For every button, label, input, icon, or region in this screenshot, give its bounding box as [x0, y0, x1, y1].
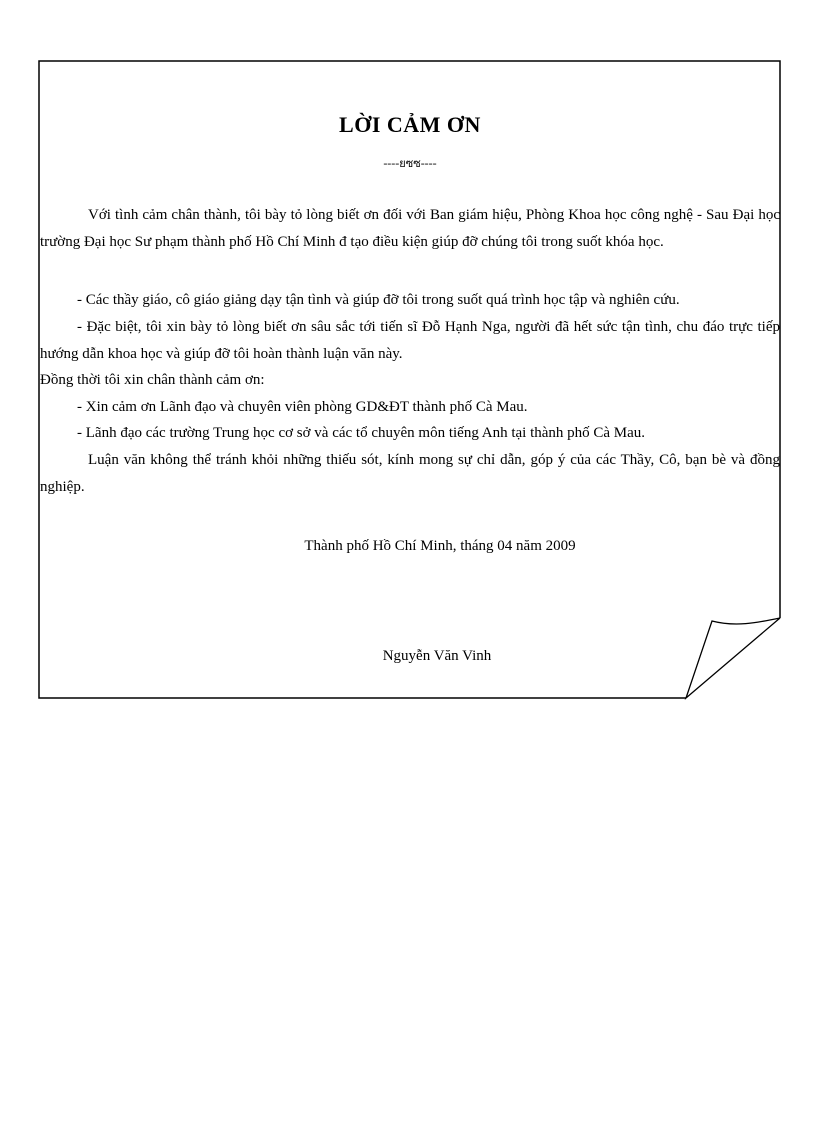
title-ornament: ----ยซซ----: [383, 156, 437, 170]
paragraph-also-thanks: Đồng thời tôi xin chân thành cảm ơn:: [40, 372, 265, 388]
signature-place-date: Thành phố Hồ Chí Minh, tháng 04 năm 2009: [304, 538, 576, 554]
paragraph-schools: - Lãnh đạo các trường Trung học cơ sở và các tổ chuyên môn tiếng Anh tại thành phố Cà Mau.: [77, 425, 646, 441]
paragraph-leaders: - Xin cảm ơn Lãnh đạo và chuyên viên phòng GD&ĐT thành phố Cà Mau.: [77, 399, 528, 415]
paragraph-teachers: - Các thầy giáo, cô giáo giảng dạy tận tình và giúp đỡ tôi trong suốt quá trình học tập và nghiên cứu.: [77, 292, 680, 308]
page-title: LỜI CẢM ƠN: [339, 112, 481, 137]
paragraph-special-thanks: - Đặc biệt, tôi xin bày tỏ lòng biết ơn sâu sắc tới tiến sĩ Đỗ Hạnh Nga, người đã hết sức tận tình, chu đáo trực tiếp hướng dẫn khoa học và giúp đỡ tôi hoàn thành luận văn này.: [40, 319, 780, 362]
paragraph-thesis: Luận văn không thể tránh khỏi những thiếu sót, kính mong sự chỉ dẫn, góp ý của các Thầy, Cô, bạn bè và đồng nghiệp.: [40, 452, 780, 495]
acknowledgement-page: [40, 60, 780, 698]
signature-name: Nguyễn Văn Vinh: [382, 648, 492, 664]
paragraph-intro: Với tình cảm chân thành, tôi bày tỏ lòng biết ơn đối với Ban giám hiệu, Phòng Khoa học công nghệ - Sau Đại học trường Đại học Sư phạm thành phố Hồ Chí Minh đ tạo điều kiện giúp đỡ chúng tôi trong suốt khóa học.: [40, 207, 780, 250]
